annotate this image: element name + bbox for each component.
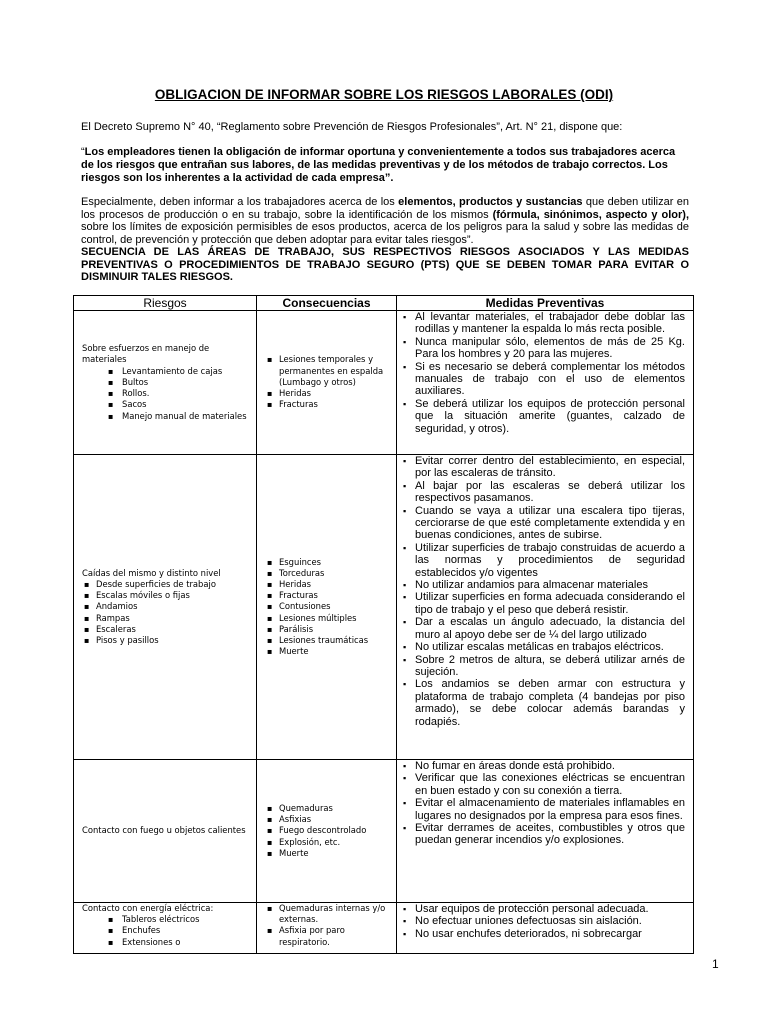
list-item: ▪ Escaleras [82, 624, 248, 635]
measures-cell [397, 455, 694, 760]
header-medidas: Medidas Preventivas [397, 296, 694, 311]
list-item: ▪ Enchufes [82, 925, 248, 936]
risk-cell [74, 455, 257, 760]
table-row [74, 311, 694, 455]
consequences-cell [257, 903, 397, 954]
list-item: ▪ Si es necesario se deberá complementar los métodos manuales de trabajo con el uso de elementos auxiliares. [401, 361, 685, 398]
list-item: ▪ Heridas [265, 388, 388, 399]
para-text-2: que deben utilizar en los procesos de producción o en su trabajo, sobre la identificación de los mismos [81, 196, 689, 221]
list-item: ▪ Quemaduras [265, 803, 388, 814]
list-item: ▪ Asfixia por paro respiratorio. [265, 925, 388, 947]
intro-paragraph: El Decreto Supremo N° 40, “Reglamento sobre Prevención de Riesgos Profesionales”, Art. N° 21, dispone que: [81, 121, 623, 133]
table-header-row [74, 296, 694, 311]
para-bold-2: (fórmula, sinónimos, aspecto y olor), [492, 208, 690, 221]
list-item: ▪ Sacos [82, 399, 248, 410]
list-item: ▪ Al bajar por las escaleras se deberá utilizar los respectivos pasamanos. [401, 480, 685, 505]
list-item: ▪ No usar enchufes deteriorados, ni sobrecargar [401, 928, 685, 940]
list-item: ▪ Quemaduras internas y/o externas. [265, 903, 388, 925]
consequences-list [265, 803, 388, 859]
consequences-list [265, 354, 388, 410]
list-item: ▪ Explosión, etc. [265, 837, 388, 848]
header-riesgos: Riesgos [74, 296, 257, 311]
sequence-heading: SECUENCIA DE LAS ÁREAS DE TRABAJO, SUS RESPECTIVOS RIESGOS ASOCIADOS Y LAS MEDIDAS PREVENTIVAS O PROCEDIMIENTOS DE TRABAJO SEGURO (PTS) QUE SE DEBEN TOMAR PARA EVITAR O DISMINUIR TALES RIESGOS. [81, 246, 689, 284]
list-item: ▪ Escalas móviles o fijas [82, 590, 248, 601]
list-item: ▪ Parálisis [265, 624, 388, 635]
measures-list [401, 760, 685, 847]
risk-list [82, 579, 248, 646]
list-item: ▪ Rampas [82, 613, 248, 624]
list-item: ▪ No fumar en áreas donde está prohibido. [401, 760, 685, 772]
list-item: ▪ Esguinces [265, 557, 388, 568]
risk-content [74, 825, 256, 836]
list-item: ▪ Lesiones múltiples [265, 613, 388, 624]
measures-list [401, 903, 685, 940]
list-item: ▪ Bultos [82, 377, 248, 388]
list-item: ▪ Asfixias [265, 814, 388, 825]
measures-list [401, 311, 685, 435]
quote-text: Los empleadores tienen la obligación de informar oportuna y convenientemente a todos sus trabajadores acerca de los riesgos que entrañan sus labores, de las medidas preventivas y de los métodos de trabajo correctos. Los riesgos son los inherentes a la actividad de cada empresa”. [81, 146, 676, 184]
consequences-content [257, 354, 396, 410]
list-item: ▪ Extensiones o [82, 937, 248, 948]
list-item: ▪ Los andamios se deben armar con estructura y plataforma de trabajo completa (4 bandejas por piso armado), se debe colocar además barandas y rodapiés. [401, 678, 685, 728]
measures-cell [397, 760, 694, 903]
consequences-content [257, 803, 396, 859]
consequences-list [265, 557, 388, 658]
list-item: ▪ Manejo manual de materiales [82, 411, 248, 422]
table-row [74, 760, 694, 903]
consequences-cell [257, 311, 397, 455]
list-item: ▪ Tableros eléctricos [82, 914, 248, 925]
measures-content [397, 311, 693, 435]
list-item: ▪ No utilizar andamios para almacenar materiales [401, 579, 685, 591]
consequences-cell [257, 455, 397, 760]
list-item: ▪ Se deberá utilizar los equipos de protección personal que la situación amerite (guantes, calzado de seguridad, y otros). [401, 398, 685, 435]
list-item: ▪ Al levantar materiales, el trabajador debe doblar las rodillas y mantener la espalda lo más recta posible. [401, 311, 685, 336]
risk-title: Contacto con energía eléctrica: [82, 903, 214, 913]
list-item: ▪ Andamios [82, 601, 248, 612]
page-number: 1 [712, 957, 719, 971]
list-item: ▪ Fracturas [265, 590, 388, 601]
list-item: ▪ Evitar correr dentro del establecimiento, en especial, por las escaleras de tránsito. [401, 455, 685, 480]
risk-list [82, 366, 248, 422]
consequences-content [257, 557, 396, 658]
list-item: ▪ Desde superficies de trabajo [82, 579, 248, 590]
risk-cell [74, 903, 257, 954]
table-row [74, 455, 694, 760]
list-item: ▪ No efectuar uniones defectuosas sin aislación. [401, 915, 685, 927]
list-item: ▪ Rollos. [82, 388, 248, 399]
list-item: ▪ Torceduras [265, 568, 388, 579]
para-text-1: Especialmente, deben informar a los trabajadores acerca de los [81, 196, 399, 208]
measures-cell [397, 903, 694, 954]
measures-list [401, 455, 685, 728]
risk-title: Contacto con fuego u objetos calientes [82, 825, 246, 836]
list-item: ▪ Levantamiento de cajas [82, 366, 248, 377]
measures-content [397, 760, 693, 847]
list-item: ▪ Fuego descontrolado [265, 825, 388, 836]
risk-content [74, 903, 256, 948]
measures-content [397, 455, 693, 728]
list-item: ▪ No utilizar escalas metálicas en trabajos eléctricos. [401, 641, 685, 653]
list-item: ▪ Evitar el almacenamiento de materiales inflamables en lugares no designados por la empresa para esos fines. [401, 797, 685, 822]
decree-quote [81, 146, 689, 185]
para-bold-1: elementos, productos y sustancias [398, 196, 583, 208]
list-item: ▪ Muerte [265, 646, 388, 657]
quote-open-mark: “ [81, 146, 85, 158]
header-consecuencias: Consecuencias [257, 296, 397, 311]
measures-content [397, 903, 693, 940]
risk-cell [74, 760, 257, 903]
list-item: ▪ Lesiones traumáticas [265, 635, 388, 646]
list-item: ▪ Fracturas [265, 399, 388, 410]
table-body [74, 311, 694, 954]
list-item: ▪ Cuando se vaya a utilizar una escalera tipo tijeras, cerciorarse de que esté completamente extendida y en buenas condiciones, antes de subirse. [401, 505, 685, 542]
risk-content [74, 343, 256, 421]
risk-title: Caídas del mismo y distinto nivel [82, 567, 221, 578]
list-item: ▪ Verificar que las conexiones eléctricas se encuentran en buen estado y con su conexión a tierra. [401, 772, 685, 797]
list-item: ▪ Contusiones [265, 601, 388, 612]
consequences-list [265, 903, 388, 948]
list-item: ▪ Pisos y pasillos [82, 635, 248, 646]
list-item: ▪ Sobre 2 metros de altura, se deberá utilizar arnés de sujeción. [401, 654, 685, 679]
risk-cell [74, 311, 257, 455]
consequences-content [257, 903, 396, 948]
measures-cell [397, 311, 694, 455]
list-item: ▪ Muerte [265, 848, 388, 859]
list-item: ▪ Utilizar superficies de trabajo construidas de acuerdo a las normas y procedimientos de seguridad establecidos y/o vigentes [401, 542, 685, 579]
list-item: ▪ Nunca manipular sólo, elementos de más de 25 Kg. Para los hombres y 20 para las mujeres. [401, 336, 685, 361]
risk-content [74, 568, 256, 646]
risks-table [73, 295, 694, 954]
list-item: ▪ Heridas [265, 579, 388, 590]
information-paragraph [81, 196, 689, 246]
table-row [74, 903, 694, 954]
list-item: ▪ Dar a escalas un ángulo adecuado, la distancia del muro al apoyo debe ser de ¼ del largo utilizado [401, 616, 685, 641]
para-text-3: sobre los límites de exposición permisibles de esos productos, acerca de los peligros para la salud y sobre las medidas de control, de prevención y protección que deben adoptar para evitar tales riesgos”. [81, 221, 689, 246]
risk-list [82, 914, 248, 948]
risk-title: Sobre esfuerzos en manejo de materiales [82, 343, 210, 365]
list-item: ▪ Usar equipos de protección personal adecuada. [401, 903, 685, 915]
list-item: ▪ Evitar derrames de aceites, combustibles y otros que puedan generar incendios y/o explosiones. [401, 822, 685, 847]
document-title: OBLIGACION DE INFORMAR SOBRE LOS RIESGOS LABORALES (ODI) [154, 87, 614, 102]
list-item: ▪ Lesiones temporales y permanentes en espalda (Lumbago y otros) [265, 354, 388, 388]
consequences-cell [257, 760, 397, 903]
list-item: ▪ Utilizar superficies en forma adecuada considerando el tipo de trabajo y el peso que deberá resistir. [401, 591, 685, 616]
